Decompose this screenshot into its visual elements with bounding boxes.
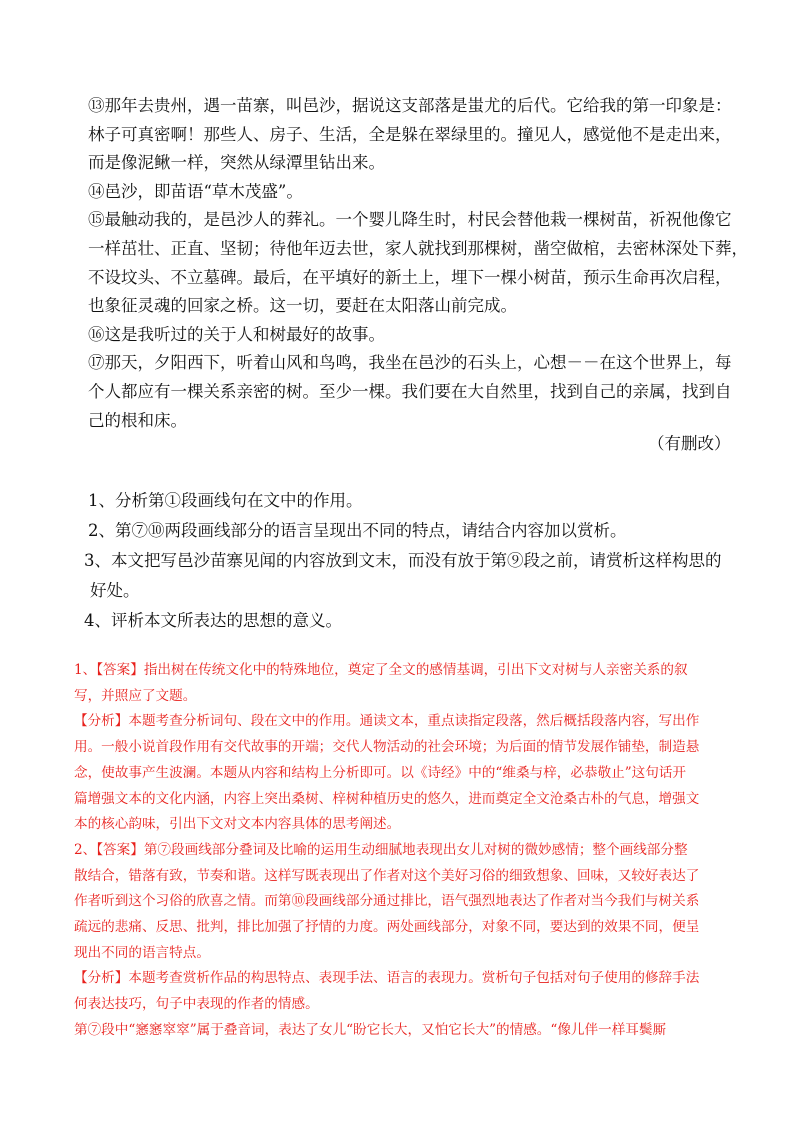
passage-line: ⑭邑沙，即苗语“草木茂盛”。: [88, 181, 303, 201]
reading-passage: [88, 92, 748, 435]
passage-line: ⑯这是我听过的关于人和树最好的故事。: [88, 324, 385, 344]
answer-line: 本的核心韵味，引出下文对文本内容具体的思考阐述。: [74, 816, 401, 833]
answer-line: 散结合，错落有致，节奏和谐。这样写既表现出了作者对这个美好习俗的细致想象、回味，又较好表达了: [74, 867, 700, 884]
passage-line: 一样茁壮、正直、坚韧；待他年迈去世，家人就找到那棵树，凿空做棺，去密林深处下葬，: [88, 238, 748, 258]
passage-line: ⑮最触动我的，是邑沙人的葬礼。一个婴儿降生时，村民会替他栽一棵树苗，祈祝他像它: [88, 210, 732, 230]
answer-line: 作者听到这个习俗的欣喜之情。而第⑩段画线部分通过排比，语气强烈地表达了作者对当今我们与树关系: [74, 893, 700, 910]
passage-line: 林子可真密啊！那些人、房子、生活，全是躲在翠绿里的。撞见人，感觉他不是走出来，: [88, 124, 732, 144]
question-line: 2、第⑦⑩两段画线部分的语言呈现出不同的特点，请结合内容加以赏析。: [88, 521, 627, 540]
answer-line: 何表达技巧，句子中表现的作者的情感。: [74, 996, 319, 1013]
passage-line: 己的根和床。: [88, 410, 187, 430]
answer-line: 现出不同的语言特点。: [74, 944, 210, 961]
question-line: 3、本文把写邑沙苗寨见闻的内容放到文末，而没有放于第⑨段之前，请赏析这样构思的: [84, 551, 722, 570]
answer-line: 2、【答案】第⑦段画线部分叠词及比喻的运用生动细腻地表现出女儿对树的微妙感情；整个画线部分整: [74, 841, 688, 858]
answer-line: 写，并照应了文题。: [74, 687, 197, 704]
question-line: 4、评析本文所表达的思想的意义。: [84, 611, 342, 630]
answer-line: 用。一般小说首段作用有交代故事的开端；交代人物活动的社会环境；为后面的情节发展作铺垫，制造悬: [74, 739, 700, 756]
answer-line: 第⑦段中“窸窸窣窣”属于叠音词，表达了女儿“盼它长大，又怕它长大”的情感。“像儿伴一样耳鬓厮: [74, 1021, 667, 1038]
answer-line: 【分析】本题考查赏析作品的构思特点、表现手法、语言的表现力。赏析句子包括对句子使用的修辞手法: [74, 970, 700, 987]
passage-line: ⑰那天，夕阳西下，听着山风和鸟鸣，我坐在邑沙的石头上，心想－－在这个世界上，每: [88, 353, 732, 373]
answer-line: 篇增强文本的文化内涵，内容上突出桑树、梓树种植历史的悠久，进而奠定全文沧桑古朴的气息，增强文: [74, 790, 700, 807]
question-line: 好处。: [90, 581, 140, 600]
passage-line: ⑬那年去贵州，遇一苗寨，叫邑沙，据说这支部落是蚩尤的后代。它给我的第一印象是：: [88, 96, 732, 115]
answer-line: 念，使故事产生波澜。本题从内容和结构上分析即可。以《诗经》中的“维桑与梓，必恭敬止”这句话开: [74, 764, 687, 781]
passage-line: 而是像泥鳅一样，突然从绿潭里钻出来。: [88, 153, 385, 173]
source-note: （有删改）: [648, 434, 731, 453]
answer-line: 疏远的悲痛、反思、批判，排比加强了抒情的力度。两处画线部分，对象不同，要达到的效果不同，便呈: [74, 919, 700, 936]
passage-line: 也象征灵魂的回家之桥。这一切，要赶在太阳落山前完成。: [88, 296, 517, 316]
answer-line: 1、【答案】指出树在传统文化中的特殊地位，奠定了全文的感情基调，引出下文对树与人亲密关系的叙: [74, 662, 688, 678]
passage-line: 个人都应有一棵关系亲密的树。至少一棵。我们要在大自然里，找到自己的亲属，找到自: [88, 381, 732, 401]
answer-section: [74, 658, 754, 1044]
answer-line: 【分析】本题考查分析词句、段在文中的作用。通读文本，重点读指定段落，然后概括段落内容，写出作: [74, 713, 700, 730]
passage-line: 不设坟头、不立墓碑。最后，在平填好的新土上，埋下一棵小树苗，预示生命再次启程，: [88, 267, 732, 287]
question-list: [84, 486, 748, 636]
question-line: 1、分析第①段画线句在文中的作用。: [88, 491, 363, 510]
